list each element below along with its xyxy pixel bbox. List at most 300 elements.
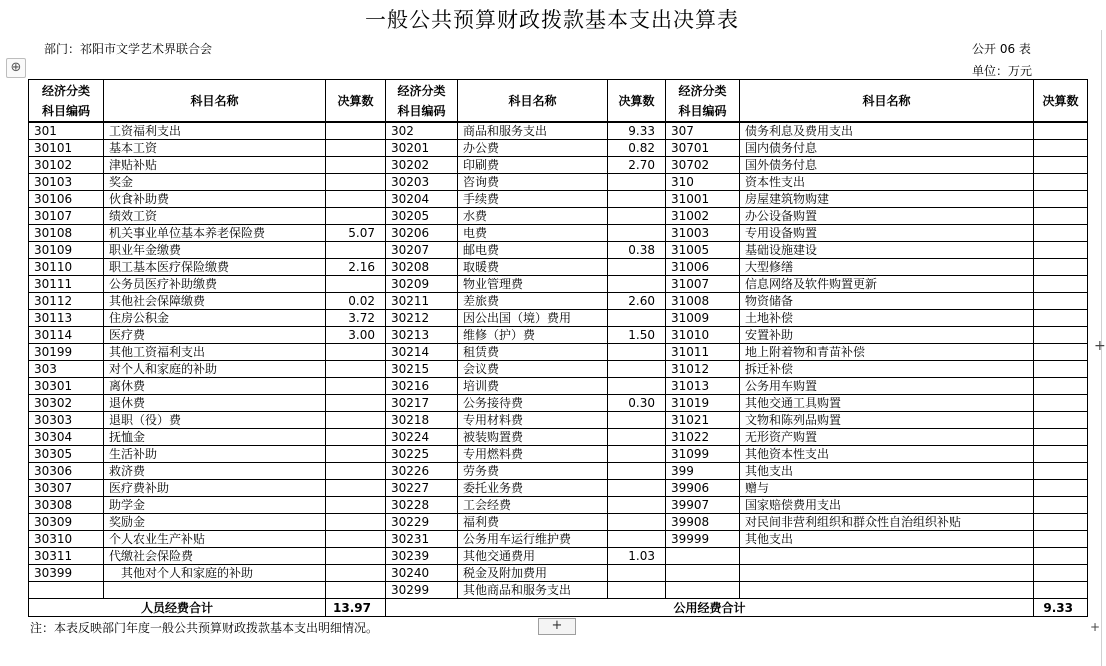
table-row (29, 293, 1088, 310)
code-cell: 30218 (386, 412, 458, 429)
name-cell: 专用设备购置 (740, 225, 1034, 242)
amount-cell (1034, 327, 1088, 344)
code-cell: 30209 (386, 276, 458, 293)
amount-cell (326, 429, 386, 446)
name-cell: 委托业务费 (458, 480, 608, 497)
amount-cell (608, 429, 666, 446)
table-row (29, 191, 1088, 208)
code-cell: 31009 (666, 310, 740, 327)
amount-cell: 0.38 (608, 242, 666, 259)
name-cell: 邮电费 (458, 242, 608, 259)
table-row (29, 140, 1088, 157)
code-cell: 30215 (386, 361, 458, 378)
amount-cell (326, 463, 386, 480)
name-cell (104, 582, 326, 599)
code-cell: 30299 (386, 582, 458, 599)
code-cell: 30202 (386, 157, 458, 174)
name-cell: 退职（役）费 (104, 412, 326, 429)
name-cell: 维修（护）费 (458, 327, 608, 344)
code-cell: 31002 (666, 208, 740, 225)
code-cell: 30199 (29, 344, 104, 361)
table-row (29, 429, 1088, 446)
table-row (29, 122, 1088, 140)
code-cell: 30301 (29, 378, 104, 395)
amount-cell (1034, 497, 1088, 514)
code-cell: 30106 (29, 191, 104, 208)
code-cell: 30701 (666, 140, 740, 157)
name-cell: 职业年金缴费 (104, 242, 326, 259)
amount-cell (608, 259, 666, 276)
expand-side-icon[interactable]: + (1094, 338, 1106, 354)
code-cell: 31019 (666, 395, 740, 412)
amount-cell (1034, 122, 1088, 140)
name-cell: 奖金 (104, 174, 326, 191)
table-row (29, 480, 1088, 497)
table-move-handle-icon[interactable]: ⊕ (6, 58, 26, 78)
department-label: 部门：祁阳市文学艺术界联合会 (44, 42, 213, 56)
header-amount-3: 决算数 (1034, 80, 1088, 123)
name-cell (740, 548, 1034, 565)
amount-cell (1034, 259, 1088, 276)
amount-cell (1034, 242, 1088, 259)
code-cell (666, 582, 740, 599)
code-cell: 30204 (386, 191, 458, 208)
name-cell: 债务利息及费用支出 (740, 122, 1034, 140)
code-cell: 30399 (29, 565, 104, 582)
code-cell: 30214 (386, 344, 458, 361)
name-cell: 劳务费 (458, 463, 608, 480)
name-cell: 其他资本性支出 (740, 446, 1034, 463)
code-cell: 31005 (666, 242, 740, 259)
name-cell: 印刷费 (458, 157, 608, 174)
code-cell: 30203 (386, 174, 458, 191)
form-number: 公开 06 表 (972, 42, 1031, 56)
name-cell: 手续费 (458, 191, 608, 208)
code-cell: 30304 (29, 429, 104, 446)
amount-cell (326, 582, 386, 599)
code-cell: 30103 (29, 174, 104, 191)
name-cell: 住房公积金 (104, 310, 326, 327)
code-cell: 31003 (666, 225, 740, 242)
code-cell: 31013 (666, 378, 740, 395)
amount-cell (608, 174, 666, 191)
name-cell: 大型修缮 (740, 259, 1034, 276)
personnel-total-value: 13.97 (326, 599, 386, 617)
code-cell (666, 565, 740, 582)
header-code-1: 经济分类 科目编码 (29, 80, 104, 123)
code-cell: 30308 (29, 497, 104, 514)
table-row (29, 582, 1088, 599)
name-cell: 生活补助 (104, 446, 326, 463)
amount-cell (326, 208, 386, 225)
name-cell: 基本工资 (104, 140, 326, 157)
code-cell: 30101 (29, 140, 104, 157)
amount-cell (608, 310, 666, 327)
amount-cell (608, 582, 666, 599)
code-cell: 30240 (386, 565, 458, 582)
name-cell: 水费 (458, 208, 608, 225)
page-title: 一般公共预算财政拨款基本支出决算表 (365, 8, 739, 32)
code-cell: 30111 (29, 276, 104, 293)
code-cell: 31099 (666, 446, 740, 463)
name-cell: 奖励金 (104, 514, 326, 531)
expenditure-table (28, 79, 1088, 617)
name-cell: 机关事业单位基本养老保险费 (104, 225, 326, 242)
name-cell: 办公设备购置 (740, 208, 1034, 225)
code-cell: 30217 (386, 395, 458, 412)
footnote: 注：本表反映部门年度一般公共预算财政拨款基本支出明细情况。 (30, 621, 379, 635)
code-cell (29, 582, 104, 599)
code-cell: 30302 (29, 395, 104, 412)
code-cell: 30224 (386, 429, 458, 446)
code-cell: 30307 (29, 480, 104, 497)
corner-expand-icon[interactable]: + (1090, 620, 1101, 634)
code-cell: 31021 (666, 412, 740, 429)
name-cell: 会议费 (458, 361, 608, 378)
name-cell: 其他对个人和家庭的补助 (104, 565, 326, 582)
amount-cell (608, 446, 666, 463)
amount-cell (1034, 293, 1088, 310)
amount-cell (326, 412, 386, 429)
amount-cell (1034, 395, 1088, 412)
amount-cell (608, 378, 666, 395)
amount-cell (326, 548, 386, 565)
name-cell: 无形资产购置 (740, 429, 1034, 446)
code-cell: 30211 (386, 293, 458, 310)
name-cell: 助学金 (104, 497, 326, 514)
name-cell (740, 565, 1034, 582)
name-cell: 离休费 (104, 378, 326, 395)
amount-cell (326, 122, 386, 140)
header-amount-2: 决算数 (608, 80, 666, 123)
name-cell: 土地补偿 (740, 310, 1034, 327)
amount-cell (326, 157, 386, 174)
amount-cell (608, 191, 666, 208)
code-cell: 31001 (666, 191, 740, 208)
public-total-label: 公用经费合计 (386, 599, 1034, 617)
table-row (29, 242, 1088, 259)
code-cell: 399 (666, 463, 740, 480)
code-cell: 303 (29, 361, 104, 378)
personnel-total-label: 人员经费合计 (29, 599, 326, 617)
amount-cell (608, 208, 666, 225)
name-cell: 个人农业生产补贴 (104, 531, 326, 548)
code-cell: 30107 (29, 208, 104, 225)
amount-cell (326, 191, 386, 208)
amount-cell: 3.00 (326, 327, 386, 344)
table-row (29, 412, 1088, 429)
amount-cell: 2.60 (608, 293, 666, 310)
code-cell: 30702 (666, 157, 740, 174)
name-cell: 国内债务付息 (740, 140, 1034, 157)
code-cell: 30207 (386, 242, 458, 259)
code-cell: 30239 (386, 548, 458, 565)
amount-cell: 2.16 (326, 259, 386, 276)
name-cell: 被装购置费 (458, 429, 608, 446)
table-row (29, 497, 1088, 514)
name-cell: 专用材料费 (458, 412, 608, 429)
code-cell: 30110 (29, 259, 104, 276)
name-cell: 伙食补助费 (104, 191, 326, 208)
name-cell: 取暖费 (458, 259, 608, 276)
add-sheet-button[interactable]: + (538, 618, 576, 635)
code-cell: 30303 (29, 412, 104, 429)
name-cell: 地上附着物和青苗补偿 (740, 344, 1034, 361)
name-cell: 培训费 (458, 378, 608, 395)
amount-cell: 5.07 (326, 225, 386, 242)
table-row (29, 157, 1088, 174)
name-cell: 公务用车购置 (740, 378, 1034, 395)
code-cell: 31022 (666, 429, 740, 446)
amount-cell (326, 480, 386, 497)
amount-cell (608, 480, 666, 497)
header-amount-1: 决算数 (326, 80, 386, 123)
amount-cell (1034, 378, 1088, 395)
code-cell: 30231 (386, 531, 458, 548)
unit-label: 单位：万元 (972, 64, 1033, 78)
amount-cell (326, 344, 386, 361)
code-cell: 30102 (29, 157, 104, 174)
code-cell: 30305 (29, 446, 104, 463)
code-cell: 30227 (386, 480, 458, 497)
name-cell: 咨询费 (458, 174, 608, 191)
table-row (29, 327, 1088, 344)
amount-cell (1034, 582, 1088, 599)
name-cell: 拆迁补偿 (740, 361, 1034, 378)
name-cell: 电费 (458, 225, 608, 242)
amount-cell (326, 497, 386, 514)
name-cell: 抚恤金 (104, 429, 326, 446)
amount-cell: 9.33 (608, 122, 666, 140)
amount-cell: 0.02 (326, 293, 386, 310)
amount-cell (608, 412, 666, 429)
name-cell: 其他交通费用 (458, 548, 608, 565)
code-cell: 30212 (386, 310, 458, 327)
code-cell: 39907 (666, 497, 740, 514)
name-cell: 其他商品和服务支出 (458, 582, 608, 599)
code-cell: 31011 (666, 344, 740, 361)
amount-cell (326, 514, 386, 531)
amount-cell (326, 174, 386, 191)
code-cell: 30205 (386, 208, 458, 225)
amount-cell (608, 514, 666, 531)
name-cell: 办公费 (458, 140, 608, 157)
table-row (29, 174, 1088, 191)
code-cell: 39999 (666, 531, 740, 548)
amount-cell (608, 497, 666, 514)
name-cell: 专用燃料费 (458, 446, 608, 463)
name-cell: 工资福利支出 (104, 122, 326, 140)
table-row (29, 514, 1088, 531)
header-code-3: 经济分类 科目编码 (666, 80, 740, 123)
name-cell: 救济费 (104, 463, 326, 480)
code-cell: 31006 (666, 259, 740, 276)
code-cell: 39906 (666, 480, 740, 497)
name-cell: 公务接待费 (458, 395, 608, 412)
code-cell: 307 (666, 122, 740, 140)
amount-cell (608, 276, 666, 293)
code-cell: 30201 (386, 140, 458, 157)
code-cell: 30306 (29, 463, 104, 480)
name-cell: 因公出国（境）费用 (458, 310, 608, 327)
header-name-1: 科目名称 (104, 80, 326, 123)
amount-cell (1034, 531, 1088, 548)
amount-cell (1034, 463, 1088, 480)
amount-cell (326, 242, 386, 259)
name-cell: 基础设施建设 (740, 242, 1034, 259)
amount-cell (1034, 208, 1088, 225)
table-row (29, 565, 1088, 582)
header-name-2: 科目名称 (458, 80, 608, 123)
amount-cell (1034, 310, 1088, 327)
code-cell (666, 548, 740, 565)
amount-cell (1034, 514, 1088, 531)
name-cell: 国家赔偿费用支出 (740, 497, 1034, 514)
amount-cell (1034, 565, 1088, 582)
table-row (29, 259, 1088, 276)
name-cell: 其他支出 (740, 531, 1034, 548)
name-cell: 医疗费补助 (104, 480, 326, 497)
totals-row (29, 599, 1088, 617)
name-cell: 其他社会保障缴费 (104, 293, 326, 310)
name-cell: 信息网络及软件购置更新 (740, 276, 1034, 293)
name-cell: 对个人和家庭的补助 (104, 361, 326, 378)
name-cell: 津贴补贴 (104, 157, 326, 174)
code-cell: 30226 (386, 463, 458, 480)
name-cell: 绩效工资 (104, 208, 326, 225)
name-cell: 赠与 (740, 480, 1034, 497)
amount-cell: 0.82 (608, 140, 666, 157)
code-cell: 30112 (29, 293, 104, 310)
table-row (29, 225, 1088, 242)
amount-cell (326, 361, 386, 378)
name-cell: 房屋建筑物购建 (740, 191, 1034, 208)
amount-cell (1034, 361, 1088, 378)
name-cell: 退休费 (104, 395, 326, 412)
table-header-row (29, 80, 1088, 123)
public-total-value: 9.33 (1034, 599, 1088, 617)
code-cell: 31008 (666, 293, 740, 310)
name-cell: 物业管理费 (458, 276, 608, 293)
amount-cell: 1.03 (608, 548, 666, 565)
amount-cell (608, 531, 666, 548)
amount-cell (608, 225, 666, 242)
table-row (29, 310, 1088, 327)
table-row (29, 344, 1088, 361)
name-cell: 公务用车运行维护费 (458, 531, 608, 548)
amount-cell (326, 276, 386, 293)
name-cell: 对民间非营利组织和群众性自治组织补贴 (740, 514, 1034, 531)
amount-cell (1034, 480, 1088, 497)
code-cell: 301 (29, 122, 104, 140)
amount-cell: 3.72 (326, 310, 386, 327)
code-cell: 31010 (666, 327, 740, 344)
table-row (29, 548, 1088, 565)
header-name-3: 科目名称 (740, 80, 1034, 123)
amount-cell (608, 565, 666, 582)
table-row (29, 378, 1088, 395)
table-row (29, 276, 1088, 293)
code-cell: 30311 (29, 548, 104, 565)
amount-cell (1034, 548, 1088, 565)
name-cell: 其他交通工具购置 (740, 395, 1034, 412)
name-cell: 文物和陈列品购置 (740, 412, 1034, 429)
amount-cell (1034, 344, 1088, 361)
table-row (29, 446, 1088, 463)
name-cell: 福利费 (458, 514, 608, 531)
code-cell: 30208 (386, 259, 458, 276)
name-cell: 国外债务付息 (740, 157, 1034, 174)
name-cell: 商品和服务支出 (458, 122, 608, 140)
name-cell: 差旅费 (458, 293, 608, 310)
name-cell: 租赁费 (458, 344, 608, 361)
code-cell: 30228 (386, 497, 458, 514)
code-cell: 30213 (386, 327, 458, 344)
code-cell: 30206 (386, 225, 458, 242)
amount-cell (1034, 429, 1088, 446)
name-cell: 工会经费 (458, 497, 608, 514)
code-cell: 30113 (29, 310, 104, 327)
amount-cell (326, 565, 386, 582)
name-cell: 税金及附加费用 (458, 565, 608, 582)
amount-cell (326, 395, 386, 412)
name-cell (740, 582, 1034, 599)
amount-cell (326, 140, 386, 157)
code-cell: 30310 (29, 531, 104, 548)
name-cell: 职工基本医疗保险缴费 (104, 259, 326, 276)
code-cell: 302 (386, 122, 458, 140)
code-cell: 30225 (386, 446, 458, 463)
code-cell: 39908 (666, 514, 740, 531)
amount-cell (326, 378, 386, 395)
table-row (29, 463, 1088, 480)
amount-cell (1034, 140, 1088, 157)
amount-cell (1034, 225, 1088, 242)
amount-cell (1034, 191, 1088, 208)
amount-cell (1034, 157, 1088, 174)
code-cell: 31012 (666, 361, 740, 378)
code-cell: 30216 (386, 378, 458, 395)
amount-cell (608, 344, 666, 361)
code-cell: 30108 (29, 225, 104, 242)
name-cell: 其他支出 (740, 463, 1034, 480)
name-cell: 公务员医疗补助缴费 (104, 276, 326, 293)
code-cell: 31007 (666, 276, 740, 293)
name-cell: 医疗费 (104, 327, 326, 344)
header-code-2: 经济分类 科目编码 (386, 80, 458, 123)
amount-cell (1034, 412, 1088, 429)
name-cell: 资本性支出 (740, 174, 1034, 191)
amount-cell (608, 463, 666, 480)
table-row (29, 208, 1088, 225)
amount-cell (326, 446, 386, 463)
code-cell: 30229 (386, 514, 458, 531)
name-cell: 物资储备 (740, 293, 1034, 310)
table-row (29, 361, 1088, 378)
amount-cell (1034, 174, 1088, 191)
code-cell: 30309 (29, 514, 104, 531)
table-row (29, 395, 1088, 412)
name-cell: 其他工资福利支出 (104, 344, 326, 361)
name-cell: 安置补助 (740, 327, 1034, 344)
amount-cell: 1.50 (608, 327, 666, 344)
code-cell: 30109 (29, 242, 104, 259)
amount-cell (608, 361, 666, 378)
amount-cell: 2.70 (608, 157, 666, 174)
amount-cell: 0.30 (608, 395, 666, 412)
amount-cell (1034, 276, 1088, 293)
amount-cell (326, 531, 386, 548)
